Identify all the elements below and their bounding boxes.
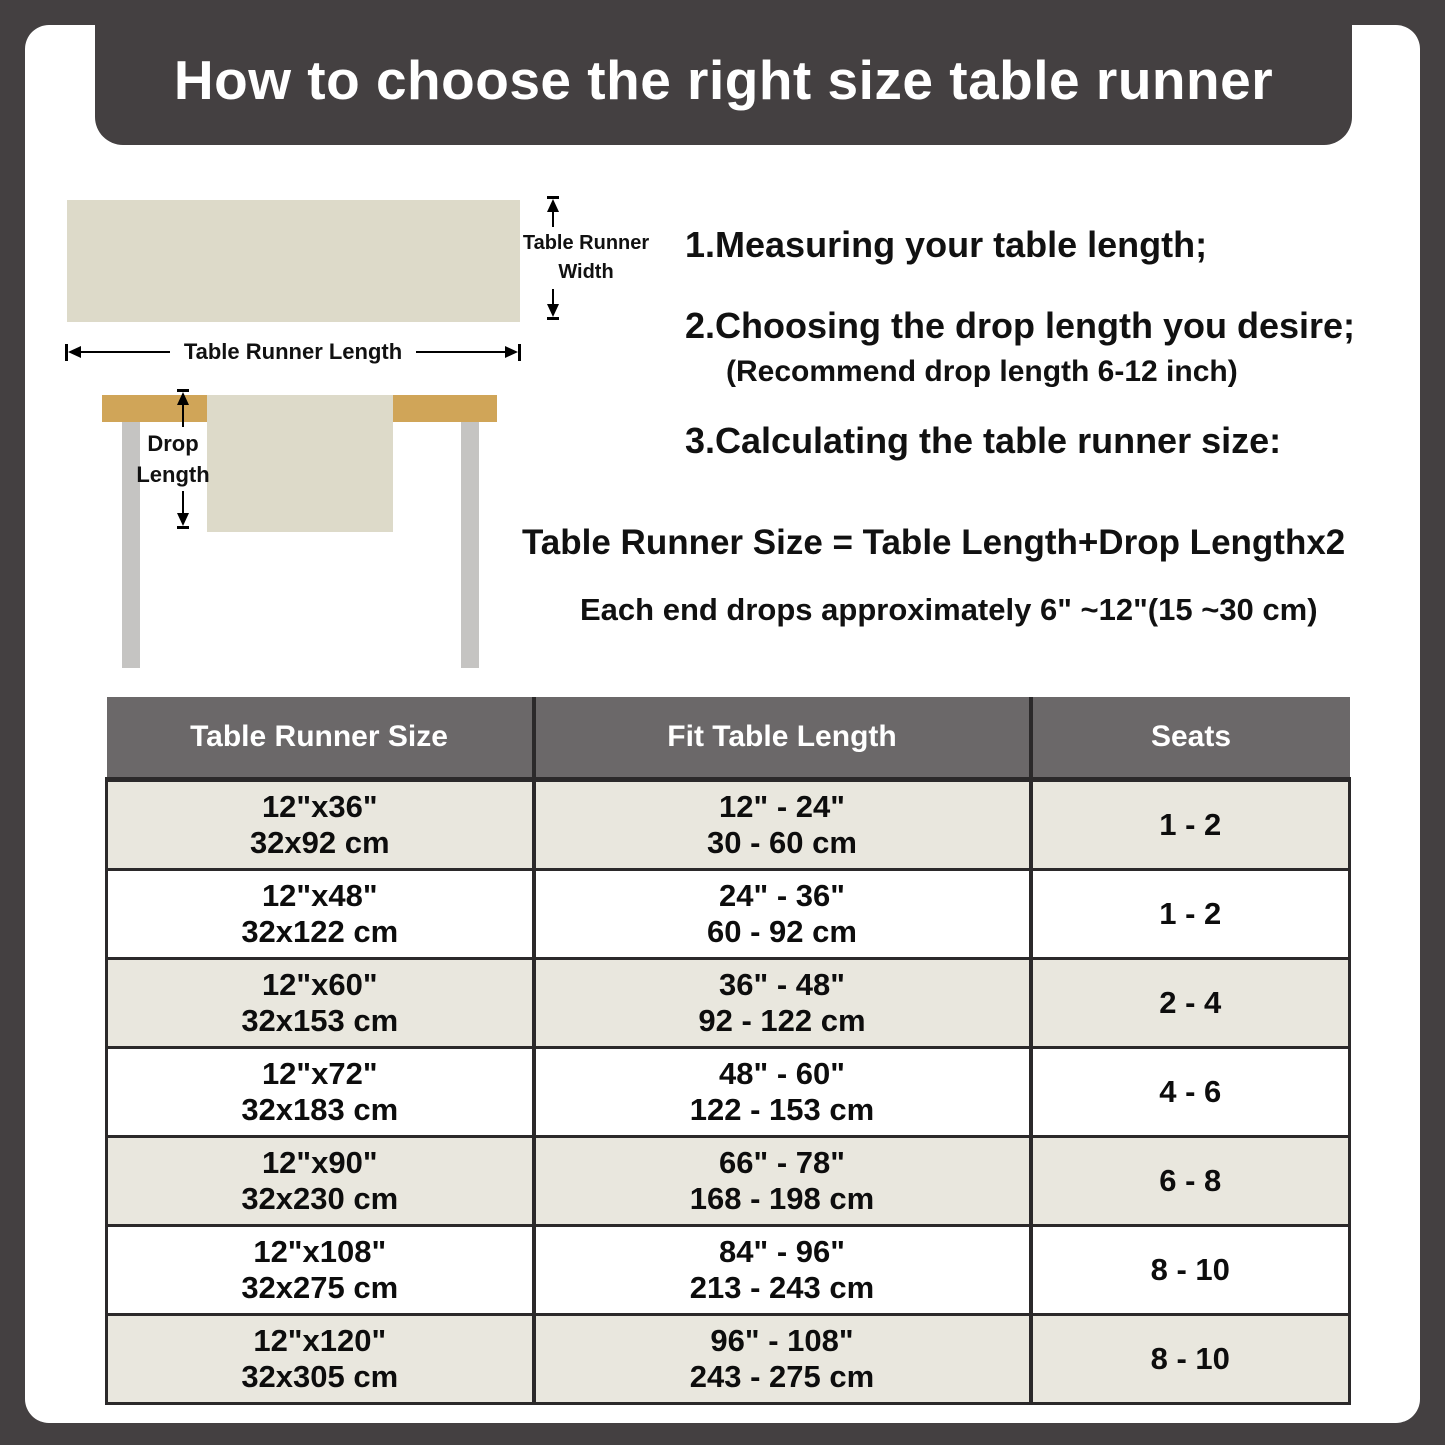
table-row [107,1226,1350,1315]
fit-cm: 168 - 198 cm [689,1181,875,1216]
table-runner-illustration [67,200,520,322]
draped-runner-illustration [207,395,393,532]
fit-inches: 84" - 96" [719,1234,845,1269]
dimension-line [552,212,554,227]
size-inches: 12"x60" [261,967,378,1002]
size-inches: 12"x120" [253,1323,387,1358]
table-row [107,870,1350,959]
fit-cm: 213 - 243 cm [689,1270,875,1305]
dimension-line [81,351,170,353]
drop-length-label [136,428,209,490]
width-label [523,229,649,287]
fit-inches: 24" - 36" [719,878,845,913]
fit-length-cell [534,1048,1031,1137]
runner-size-cell [107,1137,534,1226]
size-cm: 32x183 cm [241,1092,399,1127]
dimension-tick [177,526,189,529]
arrow-down-icon [547,304,559,317]
fit-length-cell [534,780,1031,870]
fit-cm: 30 - 60 cm [707,825,857,860]
arrow-up-icon [547,199,559,212]
runner-size-cell [107,1315,534,1404]
column-header-seats: Seats [1031,697,1350,780]
column-header-fit-length: Fit Table Length [534,697,1031,780]
runner-size-cell [107,870,534,959]
runner-size-cell [107,1226,534,1315]
size-cm: 32x305 cm [241,1359,399,1394]
drop-label-line1: Drop [147,431,199,456]
runner-size-cell [107,1048,534,1137]
drop-label-line2: Length [136,462,210,487]
table-header-row [107,697,1350,780]
column-header-runner-size: Table Runner Size [107,697,534,780]
fit-length-cell [534,959,1031,1048]
size-inches: 12"x108" [253,1234,387,1269]
dimension-line [182,405,184,427]
drop-range-note: Each end drops approximately 6" ~12"(15 ~30 cm) [580,592,1318,627]
fit-length-cell [534,1315,1031,1404]
drop-length-dimension-indicator [131,389,215,537]
runner-size-formula: Table Runner Size = Table Length+Drop Lengthx2 [522,523,1346,562]
fit-inches: 12" - 24" [719,789,845,824]
fit-length-cell [534,870,1031,959]
width-label-line2: Width [558,261,614,283]
seats-cell: 1 - 2 [1031,780,1350,870]
step-2-note: (Recommend drop length 6-12 inch) [726,355,1238,388]
size-chart-table [105,697,1351,1405]
size-inches: 12"x48" [261,878,378,913]
width-dimension-indicator [520,196,652,330]
table-row [107,959,1350,1048]
fit-inches: 36" - 48" [719,967,845,1002]
size-cm: 32x275 cm [241,1270,399,1305]
table-row [107,1048,1350,1137]
size-inches: 12"x72" [261,1056,378,1091]
fit-cm: 92 - 122 cm [698,1003,866,1038]
table-leg-right [461,422,479,668]
fit-cm: 60 - 92 cm [707,914,857,949]
seats-cell: 1 - 2 [1031,870,1350,959]
arrow-left-icon [68,346,81,358]
arrow-up-icon [177,392,189,405]
fit-inches: 48" - 60" [719,1056,845,1091]
runner-size-cell [107,959,534,1048]
dimension-tick [518,344,521,361]
page-title: How to choose the right size table runner [173,48,1274,111]
fit-inches: 96" - 108" [710,1323,854,1358]
dimension-line [552,289,554,304]
dimension-line [416,351,505,353]
arrow-down-icon [177,513,189,526]
title-banner [95,0,1352,145]
dimension-tick [547,317,559,320]
seats-cell: 8 - 10 [1031,1315,1350,1404]
fit-length-cell [534,1226,1031,1315]
seats-cell: 8 - 10 [1031,1226,1350,1315]
fit-cm: 122 - 153 cm [689,1092,875,1127]
step-3-text: 3.Calculating the table runner size: [685,420,1282,461]
size-cm: 32x230 cm [241,1181,399,1216]
step-2-text: 2.Choosing the drop length you desire; [685,305,1356,346]
seats-cell: 6 - 8 [1031,1137,1350,1226]
dimension-line [182,491,184,513]
size-inches: 12"x36" [261,789,378,824]
width-label-line1: Table Runner [522,232,650,254]
table-row [107,780,1350,870]
size-inches: 12"x90" [261,1145,378,1180]
size-cm: 32x92 cm [249,825,390,860]
size-cm: 32x122 cm [241,914,399,949]
table-row [107,1315,1350,1404]
length-label: Table Runner Length [183,339,403,364]
arrow-right-icon [505,346,518,358]
step-1-text: 1.Measuring your table length; [685,224,1208,265]
size-cm: 32x153 cm [241,1003,399,1038]
fit-inches: 66" - 78" [719,1145,845,1180]
fit-cm: 243 - 275 cm [689,1359,875,1394]
runner-size-cell [107,780,534,870]
length-dimension-indicator [65,339,521,365]
seats-cell: 4 - 6 [1031,1048,1350,1137]
fit-length-cell [534,1137,1031,1226]
seats-cell: 2 - 4 [1031,959,1350,1048]
table-row [107,1137,1350,1226]
